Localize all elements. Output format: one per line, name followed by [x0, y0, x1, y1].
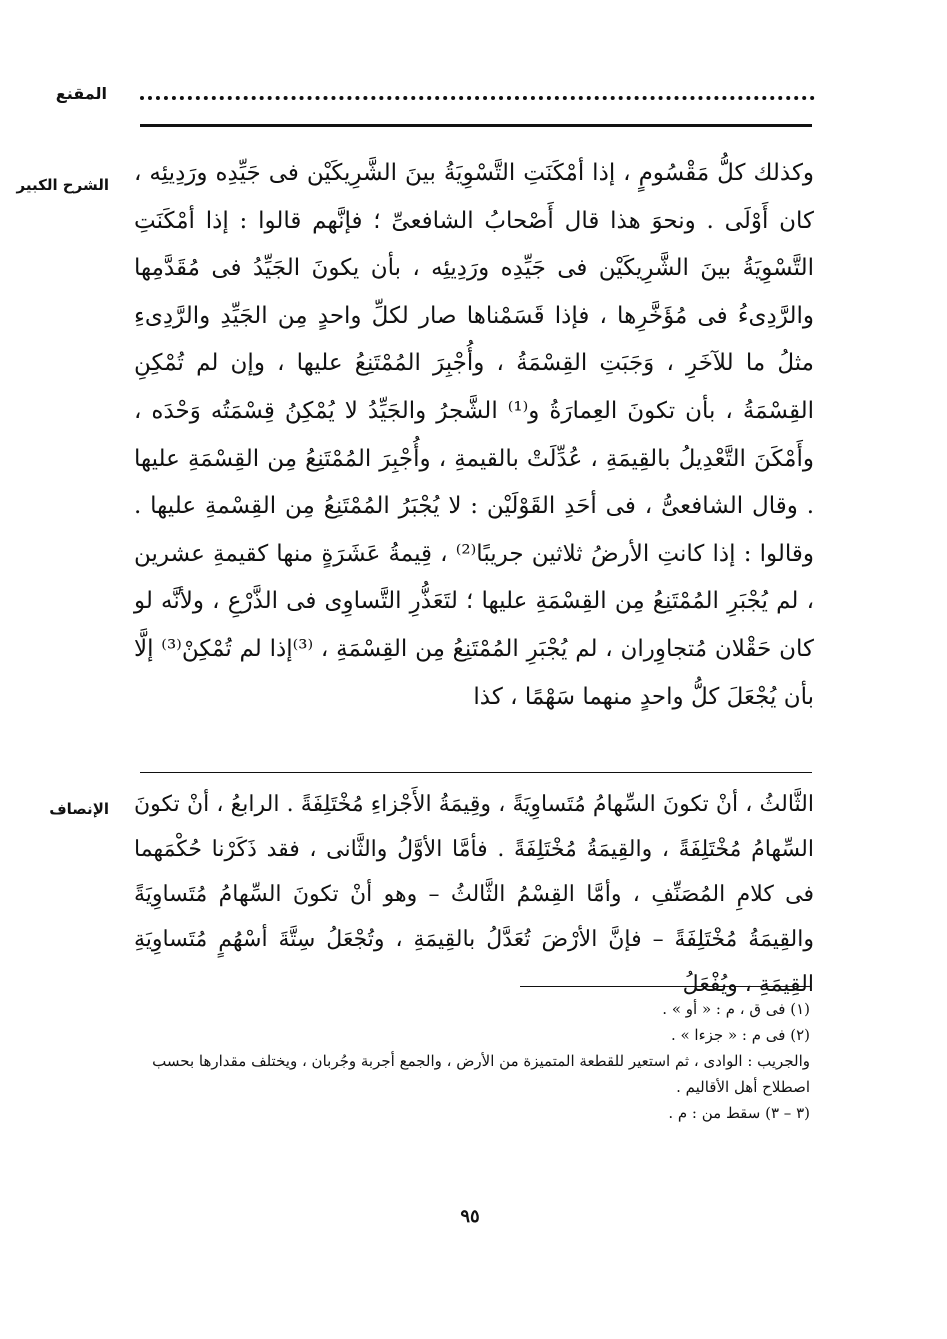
running-head: المقنع	[55, 84, 107, 103]
side-label-sharh: الإنصاف	[49, 800, 109, 818]
main-paragraph: وكذلك كلُّ مَقْسُومٍ ، إذا أمْكَنَتِ التَّسْوِيَةُ بينَ الشَّرِيكَيْن فى جَيِّدِه ورَدِيئِه ، كان أَوْلَى . ونحوَ هذا قال أَصْحابُ الشافعىِّ ؛ فإنَّهم قالوا : إذا أمْكَنَتِ التَّسْوِيَةُ بينَ الشَّرِيكَيْن فى جَيِّدِه ورَدِيئِه ، بأن يكونَ الجَيِّدُ فى مُقَدَّمِها والرَّدِىءُ فى مُؤَخَّرِها ، فإذا قَسَمْناها صار لكلِّ واحدٍ مِن الجَيِّدِ والرَّدِىءِ مثلُ ما للآخَرِ ، وَجَبَتِ القِسْمَةُ ، وأُجْبِرَ المُمْتَنِعُ عليها ، وإن لم تُمْكِنِ القِسْمَةُ ، بأن تكونَ العِمارَةُ و⁽¹⁾ الشَّجرُ والجَيِّدُ لا يُمْكِنُ قِسْمَتُه وَحْدَه ، وأَمْكَنَ التَّعْدِيلُ بالقِيمَةِ ، عُدِّلَتْ بالقيمةِ ، وأُجْبِرَ المُمْتَنِعُ مِن القِسْمَةِ عليها . وقال الشافعىُّ ، فى أحَدِ القَوْلَيْن : لا يُجْبَرُ المُمْتَنِعُ مِن القِسْمةِ عليها . وقالوا : إذا كانتِ الأرضُ ثلاثين جريبًا⁽²⁾ ، قِيمةُ عَشَرَةٍ منها كقيمةِ عشرين ، لم يُجْبَرِ المُمْتَنِعُ مِن القِسْمَةِ عليها ؛ لتَعَذُّرِ التَّساوِى فى الذَّرْعِ ، ولأنَّه لو كان حَقْلان مُتجاوِران ، لم يُجْبَرِ المُمْتَنِعُ مِن القِسْمَةِ ، ⁽³⁾إذا لم تُمْكِنْ⁽³⁾ إلَّا بأن يُجْعَلَ كلُّ واحدٍ منهما سَهْمًا ، كذا	[134, 160, 814, 710]
footnote-2-note: والجريب : الوادى ، ثم استعير للقطعة المتميزة من الأرض ، والجمع أجربة وجُربان ، ويختلف مقدارها بحسب اصطلاح أهل الأقاليم .	[152, 1052, 810, 1096]
section-divider	[140, 772, 812, 773]
header-rule	[140, 124, 812, 127]
sharh-paragraph: الثَّالثُ ، أنْ تكونَ السِّهامُ مُتَساوِيَةً ، وقِيمَةُ الأَجْزاءِ مُخْتَلِفَةً . الرابعُ ، أنْ تكونَ السِّهامُ مُخْتَلِفَةً ، والقِيمَةُ مُخْتَلِفَةً . فأمَّا الأوَّلُ والثَّانى ، فقد ذَكَرْنا حُكْمَهما فى كلامِ المُصَنِّفِ ، وأمَّا القِسْمُ الثَّالثُ – وهو أنْ تكونَ السِّهامُ مُتَساوِيَةً والقِيمَةُ مُخْتَلِفَةً – فإنَّ الأرْضَ تُعَدَّلُ بالقِيمَةِ ، وتُجْعَلُ سِتَّةَ أسْهُمٍ مُتَساوِيَةِ القِيمَةِ ، ويُفْعَلُ	[134, 792, 814, 997]
footnotes	[134, 996, 810, 1126]
footnote-1: (١) فى ق ، م : « أو » .	[662, 1000, 810, 1018]
footnote-2: (٢) فى م : « جزءا » .	[670, 1026, 810, 1044]
footnote-rule	[520, 986, 810, 987]
main-text	[134, 150, 814, 721]
sharh-text	[134, 782, 814, 1007]
page-number: ٩٥	[460, 1206, 480, 1227]
side-label-main: الشرح الكبير	[16, 176, 109, 194]
footnote-3: (٣ – ٣) سقط من : م .	[668, 1104, 810, 1122]
dot-leader	[140, 86, 815, 100]
